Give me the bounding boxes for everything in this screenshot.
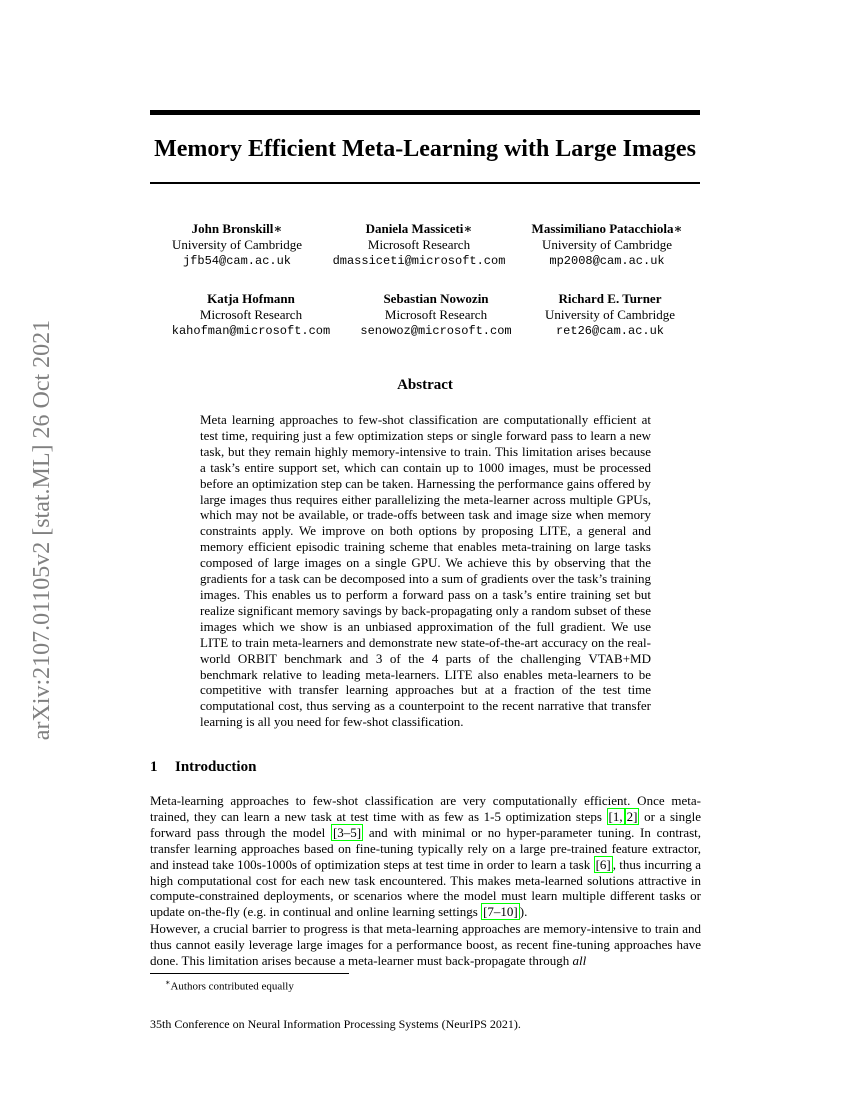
footnote-rule xyxy=(150,973,349,974)
footnote-mark: ∗ xyxy=(165,978,171,987)
author-name: Massimiliano Patacchiola∗ xyxy=(531,221,683,236)
footnote xyxy=(165,976,294,994)
paragraph-text: ). xyxy=(519,904,528,920)
section-title: Introduction xyxy=(175,759,257,775)
author-email[interactable]: kahofman@microsoft.com xyxy=(171,324,331,338)
paragraph-text: Meta-learning approaches to few-shot classification are very computationally efficient. Once meta-trained, they can learn a new task at test time with as few as 1-5 optimization steps xyxy=(150,793,701,824)
author-name: Daniela Massiceti∗ xyxy=(365,221,473,236)
footnote-text: Authors contributed equally xyxy=(170,980,294,993)
abstract-heading: Abstract xyxy=(397,377,453,393)
paragraph-text: , thus incurring a high computational cost for each new task encountered. This makes meta-learned solutions attractive in compute-constrained deployments, or scenarios where the model must learn multiple different tasks or update on-the-fly (e.g. in continual and online learning settings xyxy=(150,856,702,920)
citation-link[interactable]: [1, xyxy=(608,808,623,824)
citation-link[interactable]: 2] xyxy=(626,808,638,824)
paragraph-text: or a single forward pass through the model xyxy=(150,808,702,840)
emphasis-text: all xyxy=(572,952,587,968)
author-email[interactable]: jfb54@cam.ac.uk xyxy=(182,254,292,268)
author-block xyxy=(500,291,720,339)
author-affiliation: University of Cambridge xyxy=(545,307,675,322)
intro-paragraph-2 xyxy=(150,921,701,969)
author-name: Katja Hofmann xyxy=(207,291,295,306)
author-email[interactable]: ret26@cam.ac.uk xyxy=(555,324,665,338)
arxiv-identifier: arXiv:2107.01105v2 [stat.ML] 26 Oct 2021 xyxy=(29,319,55,741)
conference-footer: 35th Conference on Neural Information Processing Systems (NeurIPS 2021). xyxy=(150,1017,521,1031)
author-name: John Bronskill∗ xyxy=(191,221,283,236)
section-number: 1 xyxy=(150,759,158,775)
author-block xyxy=(309,221,529,269)
citation-link[interactable]: [7–10] xyxy=(483,904,518,920)
author-affiliation: Microsoft Research xyxy=(384,307,488,322)
author-name: Richard E. Turner xyxy=(558,291,662,306)
citation-link[interactable]: [3–5] xyxy=(332,824,362,840)
title-bottom-rule xyxy=(150,182,700,184)
author-affiliation: Microsoft Research xyxy=(367,237,471,252)
author-email[interactable]: mp2008@cam.ac.uk xyxy=(549,254,665,268)
paragraph-text: and with minimal or no hyper-parameter tuning. In contrast, transfer learning approaches based on fine-tuning typically rely on a large pre-trained feature extractor, and instead take 100s-1000s of optimization steps at test time in order to learn a task xyxy=(150,824,702,872)
citation-link[interactable]: [6] xyxy=(595,856,611,872)
author-email[interactable]: senowoz@microsoft.com xyxy=(360,324,512,338)
author-email[interactable]: dmassiceti@microsoft.com xyxy=(332,254,506,268)
paper-title: Memory Efficient Meta-Learning with Large Images xyxy=(154,136,696,162)
author-block xyxy=(497,221,717,269)
abstract-text: Meta learning approaches to few-shot classification are computationally efficient at test time, requiring just a few optimization steps or single forward pass to learn a new task, but they remain highly memory-intensive to train. This limitation arises because a task’s entire support set, which can contain up to 1000 images, must be processed before an optimization step can be taken. Harnessing the performance gains offered by large images thus requires either parallelizing the meta-learner across multiple GPUs, which may not be available, or trade-offs between task and image size when memory constraints apply. We improve on both options by proposing LITE, a general and memory efficient episodic training scheme that enables meta-training on large tasks composed of large images on a single GPU. We achieve this by observing that the gradients for a task can be decomposed into a sum of gradients over the task’s training images. This enables us to perform a forward pass on a task’s entire training set but realize significant memory savings by back-propagating only a random subset of these images which we show is an unbiased approximation of the full gradient. We use LITE to train meta-learners and demonstrate new state-of-the-art accuracy on the real-world ORBIT benchmark and 3 of the 4 parts of the challenging VTAB+MD benchmark relative to leading meta-learners. LITE also enables meta-learners to be competitive with transfer learning approaches but at a fraction of the test time computational cost, thus serving as a counterpoint to the recent narrative that transfer learning is all you need for few-shot classification. xyxy=(200,412,651,730)
author-affiliation: University of Cambridge xyxy=(542,237,672,252)
intro-paragraph-1 xyxy=(150,793,701,920)
author-affiliation: Microsoft Research xyxy=(199,307,303,322)
section-heading xyxy=(150,758,700,776)
paragraph-text: However, a crucial barrier to progress is that meta-learning approaches are memory-intensive to train and thus cannot easily leverage large images for a performance boost, as recent fine-tuning approaches have done. This limitation arises because a meta-learner must back-propagate through xyxy=(150,921,701,968)
author-affiliation: University of Cambridge xyxy=(172,237,302,252)
author-name: Sebastian Nowozin xyxy=(383,291,489,306)
title-top-rule xyxy=(150,110,700,115)
